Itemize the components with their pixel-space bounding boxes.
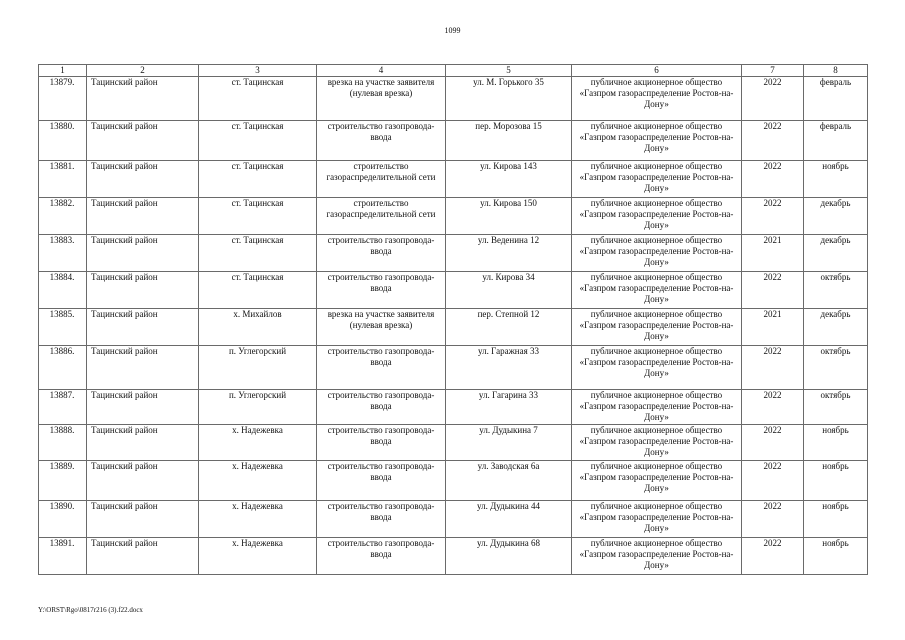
year-cell: 2022 [742,272,804,309]
district-cell: Тацинский район [87,235,199,272]
organization-cell: публичное акционерное общество «Газпром газораспределение Ростов-на-Дону» [572,77,742,121]
work-type-cell: строительство газопровода-ввода [317,235,446,272]
column-header-3: 3 [199,65,317,77]
row-number: 13888. [39,425,87,461]
year-cell: 2022 [742,198,804,235]
settlement-cell: п. Углегорский [199,346,317,390]
table-row [39,538,868,575]
work-type-cell: строительство газопровода-ввода [317,390,446,425]
year-cell: 2022 [742,77,804,121]
work-type-cell: строительство газопровода-ввода [317,121,446,161]
column-header-4: 4 [317,65,446,77]
district-cell: Тацинский район [87,198,199,235]
month-cell: февраль [804,121,868,161]
column-header-5: 5 [446,65,572,77]
row-number: 13889. [39,461,87,501]
row-number: 13886. [39,346,87,390]
district-cell: Тацинский район [87,501,199,538]
address-cell: ул. М. Горького 35 [446,77,572,121]
year-cell: 2022 [742,390,804,425]
table-row [39,272,868,309]
work-type-cell: строительство газопровода-ввода [317,346,446,390]
organization-cell: публичное акционерное общество «Газпром газораспределение Ростов-на-Дону» [572,501,742,538]
settlement-cell: ст. Тацинская [199,198,317,235]
district-cell: Тацинский район [87,309,199,346]
year-cell: 2022 [742,121,804,161]
month-cell: февраль [804,77,868,121]
district-cell: Тацинский район [87,121,199,161]
table-row [39,425,868,461]
organization-cell: публичное акционерное общество «Газпром газораспределение Ростов-на-Дону» [572,425,742,461]
month-cell: ноябрь [804,461,868,501]
month-cell: декабрь [804,309,868,346]
organization-cell: публичное акционерное общество «Газпром газораспределение Ростов-на-Дону» [572,198,742,235]
table-row [39,501,868,538]
settlement-cell: х. Михайлов [199,309,317,346]
organization-cell: публичное акционерное общество «Газпром газораспределение Ростов-на-Дону» [572,235,742,272]
year-cell: 2022 [742,461,804,501]
settlement-cell: ст. Тацинская [199,121,317,161]
table-row [39,390,868,425]
year-cell: 2021 [742,309,804,346]
month-cell: октябрь [804,272,868,309]
month-cell: декабрь [804,198,868,235]
district-cell: Тацинский район [87,425,199,461]
column-header-1: 1 [39,65,87,77]
settlement-cell: ст. Тацинская [199,161,317,198]
settlement-cell: ст. Тацинская [199,235,317,272]
work-type-cell: строительство газопровода-ввода [317,538,446,575]
district-cell: Тацинский район [87,461,199,501]
district-cell: Тацинский район [87,538,199,575]
column-header-6: 6 [572,65,742,77]
column-number-row [39,65,868,77]
year-cell: 2022 [742,538,804,575]
year-cell: 2022 [742,161,804,198]
table-row [39,198,868,235]
footer-file-path: Y:\ORST\Rgo\0817r216 (3).f22.docx [38,606,143,614]
row-number: 13891. [39,538,87,575]
row-number: 13879. [39,77,87,121]
address-cell: ул. Кирова 150 [446,198,572,235]
organization-cell: публичное акционерное общество «Газпром газораспределение Ростов-на-Дону» [572,538,742,575]
settlement-cell: ст. Тацинская [199,272,317,309]
address-cell: ул. Кирова 34 [446,272,572,309]
work-type-cell: строительство газораспределительной сети [317,161,446,198]
settlement-cell: п. Углегорский [199,390,317,425]
district-cell: Тацинский район [87,272,199,309]
page-number: 1099 [444,26,461,35]
month-cell: декабрь [804,235,868,272]
address-cell: ул. Дудыкина 7 [446,425,572,461]
work-type-cell: строительство газопровода-ввода [317,501,446,538]
address-cell: пер. Степной 12 [446,309,572,346]
address-cell: пер. Морозова 15 [446,121,572,161]
district-cell: Тацинский район [87,161,199,198]
work-type-cell: врезка на участке заявителя (нулевая врезка) [317,77,446,121]
work-type-cell: строительство газопровода-ввода [317,461,446,501]
address-cell: ул. Дудыкина 44 [446,501,572,538]
year-cell: 2022 [742,501,804,538]
month-cell: октябрь [804,390,868,425]
registry-table [38,64,868,575]
organization-cell: публичное акционерное общество «Газпром газораспределение Ростов-на-Дону» [572,272,742,309]
row-number: 13890. [39,501,87,538]
district-cell: Тацинский район [87,346,199,390]
month-cell: ноябрь [804,161,868,198]
table-row [39,161,868,198]
district-cell: Тацинский район [87,390,199,425]
settlement-cell: х. Надежевка [199,425,317,461]
table-row [39,461,868,501]
column-header-7: 7 [742,65,804,77]
table-row [39,346,868,390]
table-row [39,77,868,121]
row-number: 13881. [39,161,87,198]
month-cell: октябрь [804,346,868,390]
row-number: 13885. [39,309,87,346]
settlement-cell: х. Надежевка [199,461,317,501]
month-cell: ноябрь [804,538,868,575]
organization-cell: публичное акционерное общество «Газпром газораспределение Ростов-на-Дону» [572,461,742,501]
organization-cell: публичное акционерное общество «Газпром газораспределение Ростов-на-Дону» [572,121,742,161]
column-header-2: 2 [87,65,199,77]
work-type-cell: строительство газораспределительной сети [317,198,446,235]
organization-cell: публичное акционерное общество «Газпром газораспределение Ростов-на-Дону» [572,390,742,425]
work-type-cell: врезка на участке заявителя (нулевая врезка) [317,309,446,346]
table-row [39,121,868,161]
address-cell: ул. Кирова 143 [446,161,572,198]
work-type-cell: строительство газопровода-ввода [317,425,446,461]
address-cell: ул. Дудыкина 68 [446,538,572,575]
organization-cell: публичное акционерное общество «Газпром газораспределение Ростов-на-Дону» [572,161,742,198]
column-header-8: 8 [804,65,868,77]
table-row [39,309,868,346]
address-cell: ул. Гаражная 33 [446,346,572,390]
month-cell: ноябрь [804,501,868,538]
organization-cell: публичное акционерное общество «Газпром газораспределение Ростов-на-Дону» [572,346,742,390]
work-type-cell: строительство газопровода-ввода [317,272,446,309]
year-cell: 2022 [742,425,804,461]
organization-cell: публичное акционерное общество «Газпром газораспределение Ростов-на-Дону» [572,309,742,346]
year-cell: 2022 [742,346,804,390]
table-row [39,235,868,272]
address-cell: ул. Гагарина 33 [446,390,572,425]
row-number: 13883. [39,235,87,272]
address-cell: ул. Заводская 6а [446,461,572,501]
row-number: 13884. [39,272,87,309]
row-number: 13882. [39,198,87,235]
row-number: 13887. [39,390,87,425]
registry-body [39,77,868,575]
settlement-cell: х. Надежевка [199,501,317,538]
settlement-cell: ст. Тацинская [199,77,317,121]
row-number: 13880. [39,121,87,161]
address-cell: ул. Веденина 12 [446,235,572,272]
month-cell: ноябрь [804,425,868,461]
district-cell: Тацинский район [87,77,199,121]
year-cell: 2021 [742,235,804,272]
settlement-cell: х. Надежевка [199,538,317,575]
